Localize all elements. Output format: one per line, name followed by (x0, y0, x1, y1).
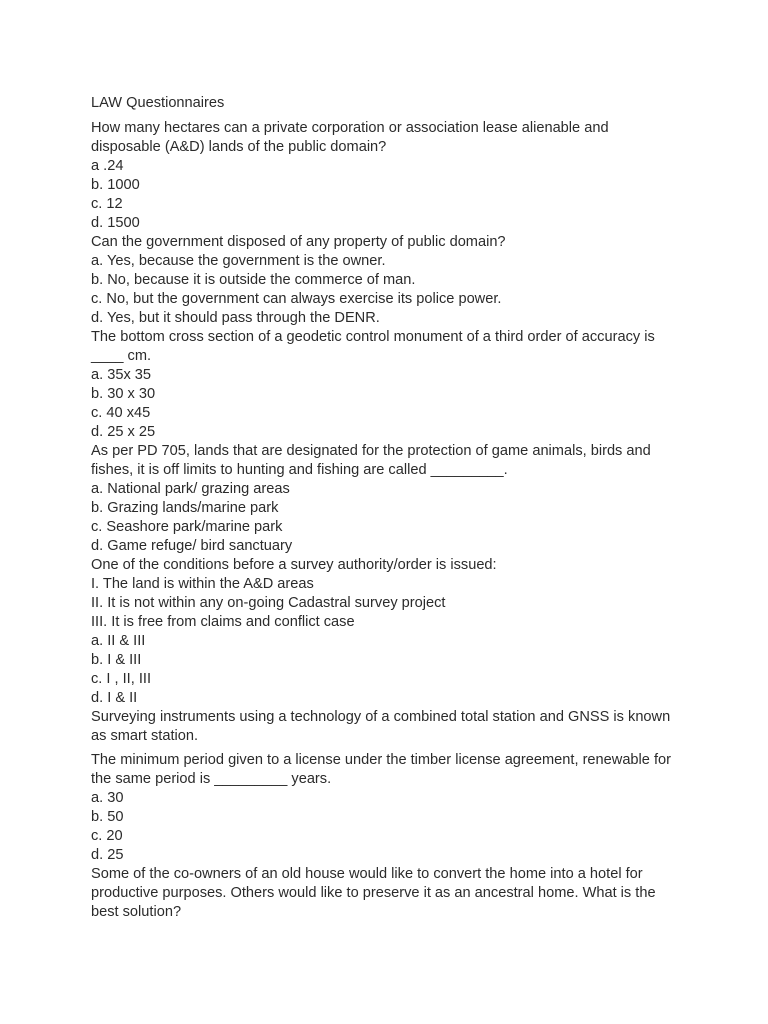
question-5 (91, 556, 671, 708)
statement: II. It is not within any on-going Cadastral survey project (91, 595, 446, 611)
question-text: Can the government disposed of any property of public domain? (91, 234, 506, 250)
option: a. Yes, because the government is the owner. (91, 253, 386, 269)
question-text: Some of the co-owners of an old house would like to convert the home into a hotel for productive purposes. Others would like to preserve it as an ancestral home. What is the best solution? (91, 866, 656, 920)
option: b. No, because it is outside the commerce of man. (91, 272, 416, 288)
option: c. No, but the government can always exercise its police power. (91, 291, 502, 307)
question-3 (91, 328, 671, 442)
document-page (91, 94, 671, 922)
option: b. 1000 (91, 177, 140, 193)
option: d. 1500 (91, 215, 140, 231)
statement: III. It is free from claims and conflict case (91, 614, 355, 630)
option: d. Game refuge/ bird sanctuary (91, 538, 293, 554)
option: a. 30 (91, 790, 124, 806)
question-2 (91, 233, 671, 328)
option: c. 40 x45 (91, 405, 151, 421)
option: d. I & II (91, 690, 138, 706)
option: d. 25 x 25 (91, 424, 156, 440)
option: b. I & III (91, 652, 142, 668)
question-4 (91, 442, 671, 556)
option: b. Grazing lands/marine park (91, 500, 279, 516)
option: b. 30 x 30 (91, 386, 156, 402)
question-text: Surveying instruments using a technology of a combined total station and GNSS is known as smart station. (91, 709, 671, 744)
option: c. Seashore park/marine park (91, 519, 283, 535)
question-8 (91, 865, 671, 922)
option: c. I , II, III (91, 671, 152, 687)
option: d. Yes, but it should pass through the DENR. (91, 310, 380, 326)
option: a. National park/ grazing areas (91, 481, 290, 497)
question-text: The minimum period given to a license under the timber license agreement, renewable for the same period is _________ years. (91, 752, 671, 787)
option: c. 12 (91, 196, 123, 212)
question-1 (91, 119, 671, 233)
question-text: The bottom cross section of a geodetic control monument of a third order of accuracy is ____ cm. (91, 329, 655, 364)
option: b. 50 (91, 809, 124, 825)
question-text: As per PD 705, lands that are designated for the protection of game animals, birds and fishes, it is off limits to hunting and fishing are called _________. (91, 443, 651, 478)
document-title: LAW Questionnaires (91, 95, 225, 111)
question-text: How many hectares can a private corporation or association lease alienable and disposable (A&D) lands of the public domain? (91, 120, 609, 155)
option: d. 25 (91, 847, 124, 863)
option: a. 35x 35 (91, 367, 152, 383)
option: c. 20 (91, 828, 123, 844)
question-text: One of the conditions before a survey authority/order is issued: (91, 557, 497, 573)
option: a .24 (91, 158, 124, 174)
statement: I. The land is within the A&D areas (91, 576, 314, 592)
question-7 (91, 751, 671, 865)
option: a. II & III (91, 633, 146, 649)
question-6 (91, 708, 671, 746)
